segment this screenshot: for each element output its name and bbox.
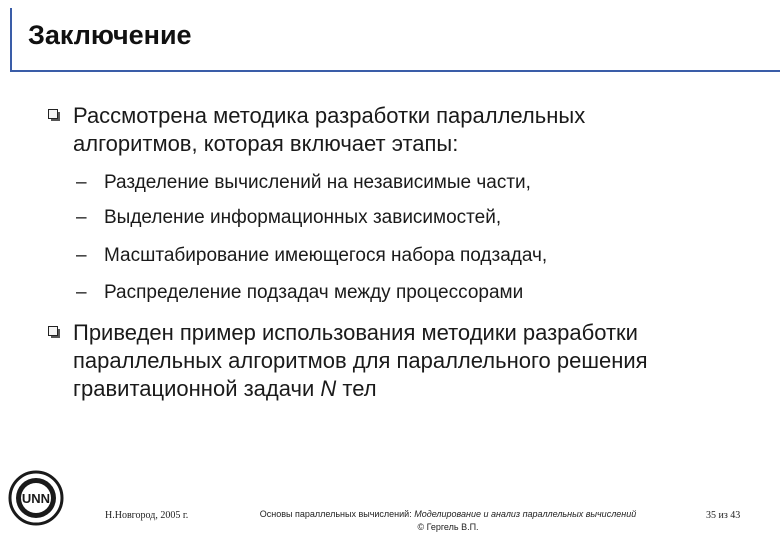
page-number: 35 из 43 xyxy=(706,510,741,521)
logo-letters: UNN xyxy=(21,491,51,506)
subitem-1 xyxy=(76,171,531,195)
subitem-4-text: Распределение подзадач между процессорами xyxy=(104,282,524,303)
footer-course: Основы параллельных вычислений: Моделирование и анализ параллельных вычислений © Гергель В.П. xyxy=(259,509,637,532)
subitem-4 xyxy=(76,281,523,305)
checkbox-bullet-icon xyxy=(48,326,58,336)
bullet-1-text: Рассмотрена методика разработки параллельных алгоритмов, которая включает этапы: xyxy=(73,103,586,156)
subitem-3-text: Масштабирование имеющегося набора подзадач, xyxy=(104,245,548,266)
subitem-2-text: Выделение информационных зависимостей, xyxy=(104,207,502,228)
dash-icon: – xyxy=(76,282,87,303)
footer-author: © Гергель В.П. xyxy=(417,522,479,532)
bullet-2-text: Приведен пример использования методики разработки параллельных алгоритмов для параллельного решения гравитационной задачи N тел xyxy=(73,320,648,401)
dash-icon: – xyxy=(76,245,87,266)
subitem-1-text: Разделение вычислений на независимые части, xyxy=(104,172,531,193)
checkbox-bullet-icon xyxy=(48,109,58,119)
dash-icon: – xyxy=(76,207,87,228)
subitem-2 xyxy=(76,206,501,230)
footer-location: Н.Новгород, 2005 г. xyxy=(105,510,189,521)
dash-icon: – xyxy=(76,172,87,193)
subitem-3 xyxy=(76,244,547,268)
slide-title: Заключение xyxy=(28,20,192,50)
unn-logo-icon xyxy=(8,470,64,526)
